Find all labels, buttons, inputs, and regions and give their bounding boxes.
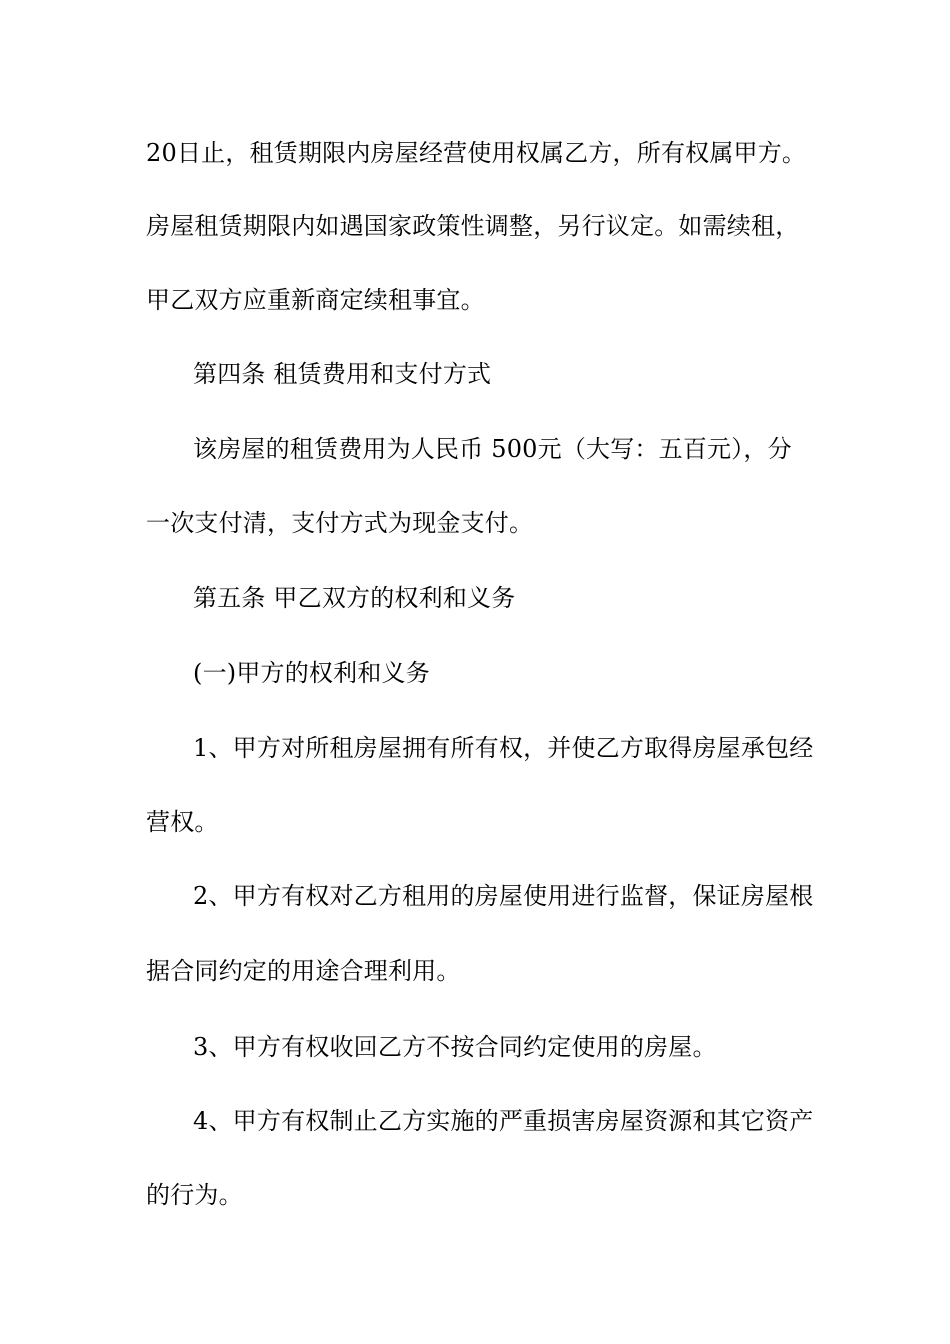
text-line-2: 房屋租赁期限内如遇国家政策性调整，另行议定。如需续租，: [146, 212, 800, 240]
text-line-9: 1、甲方对所租房屋拥有所有权，并使乙方取得房屋承包经: [193, 734, 814, 762]
text-line-13: 3、甲方有权收回乙方不按合同约定使用的房屋。: [193, 1033, 717, 1061]
section-heading-article-5: 第五条 甲乙双方的权利和义务: [193, 584, 516, 612]
text-line-14: 4、甲方有权制止乙方实施的严重损害房屋资源和其它资产: [193, 1107, 814, 1135]
text-line-6: 一次支付清，支付方式为现金支付。: [146, 509, 534, 537]
section-heading-article-4: 第四条 租赁费用和支付方式: [193, 360, 492, 388]
text-line-5: 该房屋的租赁费用为人民币 500元（大写：五百元），分: [193, 435, 792, 463]
text-line-12: 据合同约定的用途合理利用。: [146, 957, 461, 985]
text-line-11: 2、甲方有权对乙方租用的房屋使用进行监督，保证房屋根: [193, 882, 814, 910]
text-line-10: 营权。: [146, 808, 219, 836]
subsection-heading-party-a: (一)甲方的权利和义务: [193, 659, 430, 687]
text-line-15: 的行为。: [146, 1181, 243, 1209]
text-line-1: 20日止，租赁期限内房屋经营使用权属乙方，所有权属甲方。: [146, 139, 807, 167]
text-line-3: 甲乙双方应重新商定续租事宜。: [146, 286, 485, 314]
